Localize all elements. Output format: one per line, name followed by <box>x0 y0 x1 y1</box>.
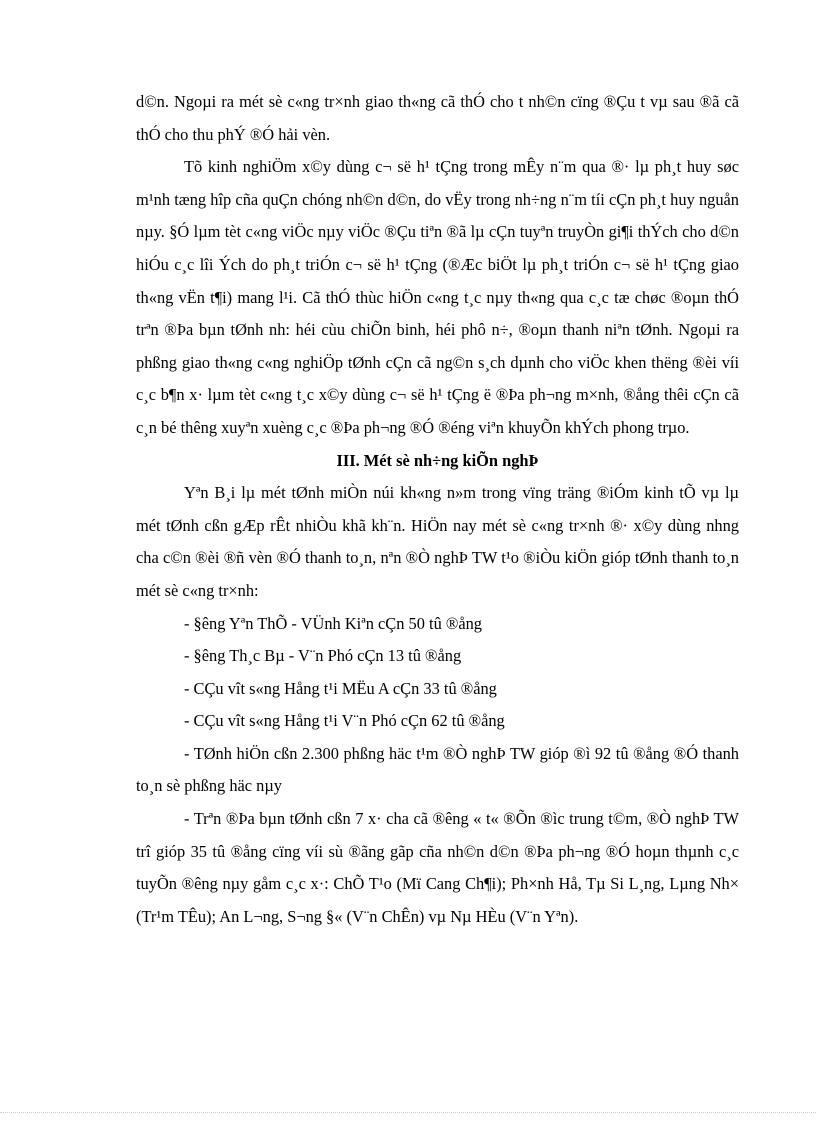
list-item: - CÇu vît s«ng Hång t¹i V¨n Phó cÇn 62 tû ®ång <box>184 711 505 731</box>
list-item: - Trªn ®Þa bµn tØnh cßn 7 x· cha cã ®êng « t« ®Õn ®ìc trung t©m, ®Ò nghÞ TW trî gióp 35 tû ®ång cïng víi sù ®ãng gãp cña nh©n d©n ®Þa ph¬ng ®Ó hoµn thµnh c¸c tuyÕn ®êng nµy gåm c¸c x·: ChÕ T¹o (Mï Cang Ch¶i); Ph×nh Hå, Tµ Si L¸ng, Lµng Nh× (Tr¹m TÊu); An L¬ng, S¬ng §« (V¨n ChÊn) vµ Nµ HÈu (V¨n Yªn). <box>136 809 739 926</box>
paragraph-intro: Yªn B¸i lµ mét tØnh miÒn núi kh«ng n»m trong vïng träng ®iÓm kinh tÕ vµ lµ mét tØnh cßn gÆp rÊt nhiÒu khã kh¨n. HiÖn nay mét sè c«ng tr×nh ®· x©y dùng nhng cha c©n ®èi ®ñ vèn ®Ó thanh to¸n, nªn ®Ò nghÞ TW t¹o ®iÒu kiÖn gióp tØnh thanh to¸n mét sè c«ng tr×nh: <box>136 483 739 600</box>
paragraph-experience: Tõ kinh nghiÖm x©y dùng c¬ së h¹ tÇng trong mÊy n¨m qua ®· lµ ph¸t huy søc m¹nh tæng hîp cña quÇn chóng nh©n d©n, do vËy trong nh÷ng n¨m tíi cÇn ph¸t huy nguån nµy. §Ó lµm tèt c«ng viÖc nµy viÖc ®Çu tiªn ®ã lµ cÇn tuyªn truyÒn gi¶i thÝch cho d©n hiÓu c¸c lîi Ých do ph¸t triÓn c¬ së h¹ tÇng (®Æc biÖt lµ ph¸t triÓn c¬ së h¹ tÇng giao th«ng vËn t¶i) mang l¹i. Cã thÓ thùc hiÖn c«ng t¸c nµy th«ng qua c¸c tæ chøc ®oµn thÓ trªn ®Þa bµn tØnh nh: héi cùu chiÕn binh, héi phô n÷, ®oµn thanh niªn tØnh. Ngoµi ra phßng giao th«ng c«ng nghiÖp tØnh cÇn cã ng©n s¸ch dµnh cho viÖc khen thëng ®èi víi c¸c b¶n x· lµm tèt c«ng t¸c x©y dùng c¬ së h¹ tÇng ë ®Þa ph¬ng m×nh, ®ång thêi cÇn cã c¸n bé thêng xuyªn xuèng c¸c ®Þa ph¬ng ®Ó ®éng viªn khuyÕn khÝch phong trµo. <box>136 157 739 437</box>
paragraph-continued: d©n. Ngoµi ra mét sè c«ng tr×nh giao th«ng cã thÓ cho t nh©n cïng ®Çu t vµ sau ®ã cã thÓ cho thu phÝ ®Ó hải vèn. <box>136 92 739 144</box>
section-heading: III. Mét sè nh÷ng kiÕn nghÞ <box>336 450 539 470</box>
list-item: - §êng Th¸c Bµ - V¨n Phó cÇn 13 tû ®ång <box>184 646 462 666</box>
document-body <box>136 86 739 933</box>
list-item: - §êng Yªn ThÕ - VÜnh Kiªn cÇn 50 tû ®ång <box>184 613 482 633</box>
list-item: - CÇu vît s«ng Hång t¹i MËu A cÇn 33 tû ®ång <box>184 678 497 698</box>
page-bottom-divider <box>0 1112 816 1113</box>
list-item: - TØnh hiÖn cßn 2.300 phßng häc t¹m ®Ò nghÞ TW gióp ®ì 92 tû ®ång ®Ó thanh to¸n sè phßng häc nµy <box>136 743 739 796</box>
